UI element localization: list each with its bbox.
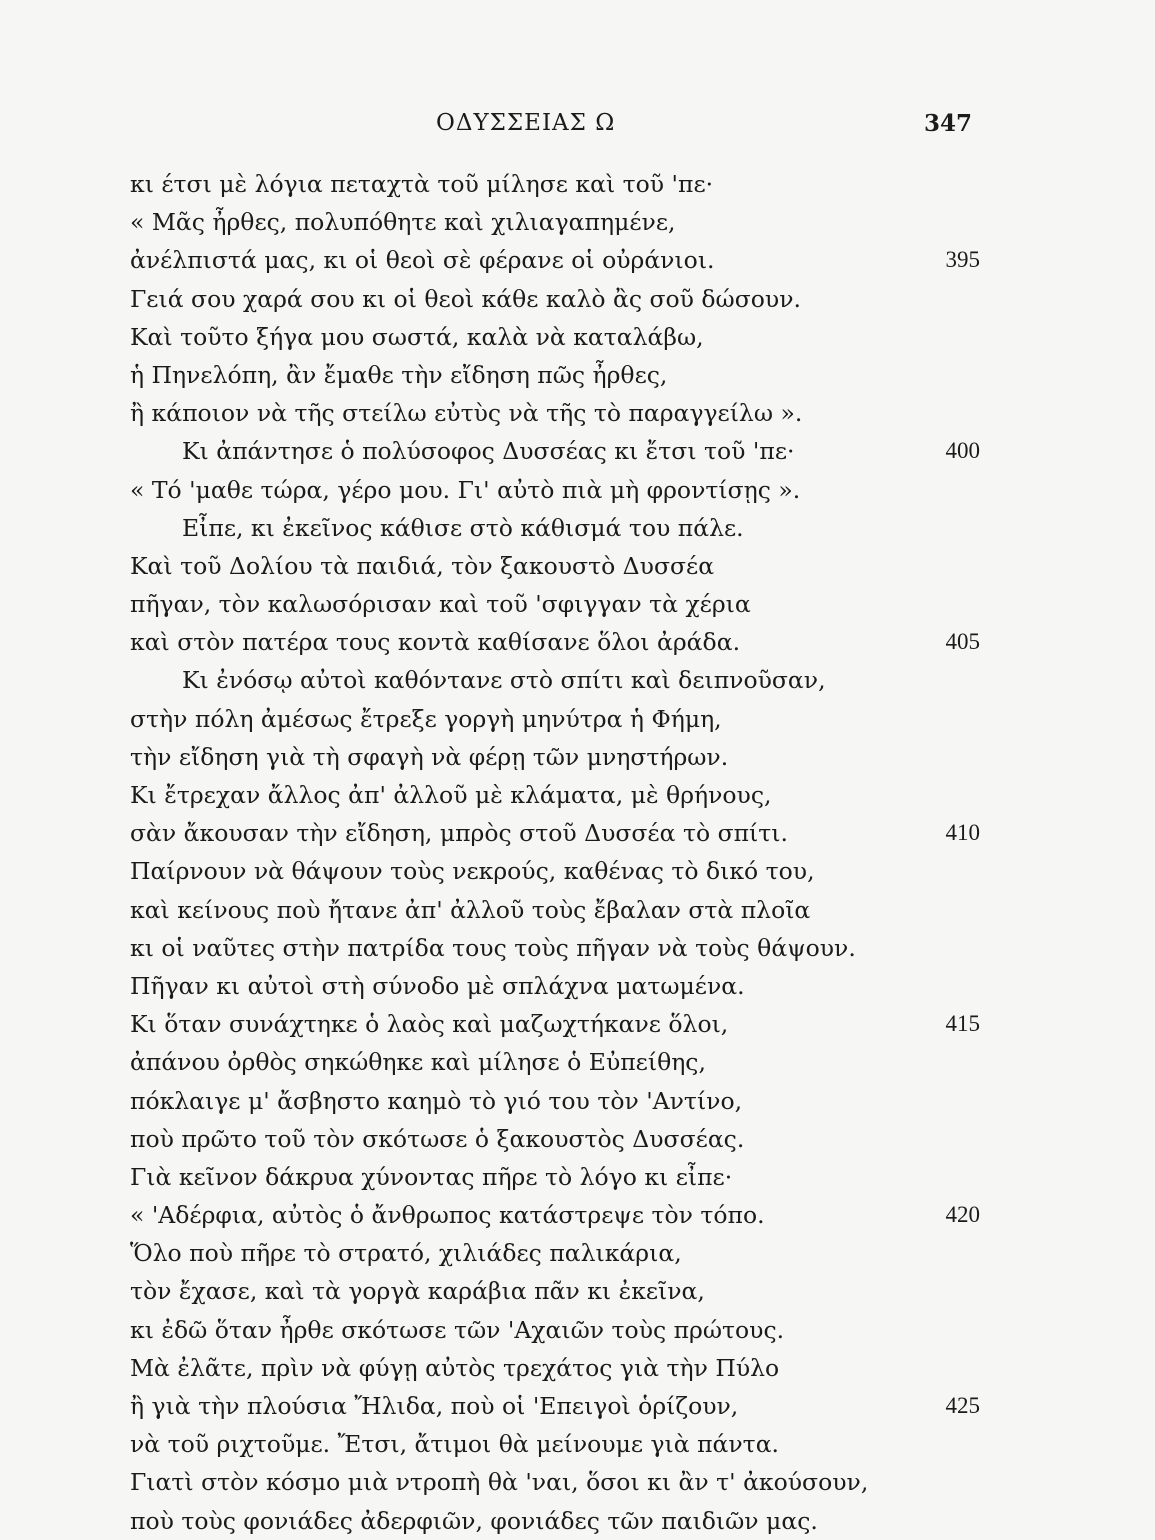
verse-text: Καὶ τοῦ Δολίου τὰ παιδιά, τὸν ξακουστὸ Δυσσέα: [130, 551, 715, 580]
verse-line: [130, 929, 970, 967]
verse-line: [130, 1043, 970, 1081]
verse-line: [130, 165, 970, 203]
verse-line: [130, 585, 970, 623]
verse-text: κι οἱ ναῦτες στὴν πατρίδα τους τοὺς πῆγαν νὰ τοὺς θάψουν.: [130, 933, 856, 962]
verse-line: [130, 891, 970, 929]
verse-line: [130, 1272, 970, 1310]
verse-line: [130, 1196, 980, 1234]
verse-text: τὸν ἔχασε, καὶ τὰ γοργὰ καράβια πᾶν κι ἐκεῖνα,: [130, 1277, 705, 1306]
verse-line: [130, 241, 980, 279]
verse-line: [130, 1120, 970, 1158]
verse-text: ἀνέλπιστά μας, κι οἱ θεοὶ σὲ φέρανε οἱ οὐράνιοι.: [130, 246, 715, 275]
verse-line: [130, 318, 970, 356]
verse-number: 400: [945, 438, 980, 464]
verse-line: [130, 1082, 970, 1120]
verse-line: [130, 1158, 970, 1196]
page-number: 347: [924, 110, 973, 137]
verse-text: κι ἐδῶ ὅταν ἦρθε σκότωσε τῶν 'Αχαιῶν τοὺς πρώτους.: [130, 1315, 785, 1344]
verse-line: [130, 547, 970, 585]
verse-line: [130, 1234, 970, 1272]
verse-line: [130, 623, 980, 661]
verse-text: Κι ἔτρεχαν ἄλλος ἀπ' ἀλλοῦ μὲ κλάματα, μὲ θρήνους,: [130, 781, 772, 809]
verse-number: 420: [945, 1202, 980, 1228]
verse-line: [130, 814, 980, 852]
verse-text: ἢ κάποιον νὰ τῆς στείλω εὐτὺς νὰ τῆς τὸ παραγγείλω ».: [130, 399, 803, 428]
verse-line: [130, 203, 970, 241]
verse-text: Κι ἀπάντησε ὁ πολύσοφος Δυσσέας κι ἔτσι τοῦ 'πε·: [182, 437, 795, 466]
running-title: ΟΔΥΣΣΕΙΑΣ Ω: [436, 110, 616, 136]
verse-line: [130, 852, 970, 890]
verse-text: Γιὰ κεῖνον δάκρυα χύνοντας πῆρε τὸ λόγο κι εἶπε·: [130, 1162, 733, 1191]
verse-text: ποὺ πρῶτο τοῦ τὸν σκότωσε ὁ ξακουστὸς Δυσσέας.: [130, 1124, 745, 1153]
verse-line: [130, 661, 970, 699]
verse-text: πόκλαιγε μ' ἄσβηστο καημὸ τὸ γιό του τὸν 'Αντίνο,: [130, 1086, 743, 1115]
verse-text: Κι ὅταν συνάχτηκε ὁ λαὸς καὶ μαζωχτήκανε ὅλοι,: [130, 1010, 729, 1039]
verse-line: [130, 967, 970, 1005]
verse-text: καὶ κείνους ποὺ ἤτανε ἀπ' ἀλλοῦ τοὺς ἔβαλαν στὰ πλοῖα: [130, 895, 811, 924]
verse-text: « Μᾶς ἦρθες, πολυπόθητε καὶ χιλιαγαπημένε,: [130, 208, 676, 237]
verse-text: καὶ στὸν πατέρα τους κοντὰ καθίσανε ὅλοι ἀράδα.: [130, 628, 741, 657]
verse-text: « Τό 'μαθε τώρα, γέρο μου. Γι' αὐτὸ πιὰ μὴ φροντίσῃς ».: [130, 475, 801, 504]
verse-text: Κι ἐνόσῳ αὐτοὶ καθόντανε στὸ σπίτι καὶ δειπνοῦσαν,: [182, 666, 826, 695]
verse-line: [130, 280, 970, 318]
verse-list: [130, 165, 980, 1540]
verse-line: [130, 1349, 970, 1387]
verse-line: [130, 738, 970, 776]
verse-text: Εἶπε, κι ἐκεῖνος κάθισε στὸ κάθισμά του πάλε.: [182, 513, 744, 542]
verse-text: στὴν πόλη ἀμέσως ἔτρεξε γοργὴ μηνύτρα ἡ Φήμη,: [130, 704, 722, 733]
verse-line: [130, 1005, 980, 1043]
verse-text: ἢ γιὰ τὴν πλούσια Ἤλιδα, ποὺ οἱ 'Επειγοὶ ὁρίζουν,: [130, 1392, 739, 1420]
verse-text: Παίρνουν νὰ θάψουν τοὺς νεκρούς, καθένας τὸ δικό του,: [130, 857, 815, 886]
verse-number: 405: [945, 629, 980, 655]
verse-text: νὰ τοῦ ριχτοῦμε. Ἔτσι, ἄτιμοι θὰ μείνουμε γιὰ πάντα.: [130, 1430, 780, 1459]
verse-line: [130, 356, 970, 394]
verse-text: Γιατὶ στὸν κόσμο μιὰ ντροπὴ θὰ 'ναι, ὅσοι κι ἂν τ' ἀκούσουν,: [130, 1468, 869, 1497]
verse-line: [130, 700, 970, 738]
verse-text: Ὅλο ποὺ πῆρε τὸ στρατό, χιλιάδες παλικάρια,: [130, 1239, 682, 1268]
verse-number: 425: [945, 1393, 980, 1418]
verse-number: 410: [945, 820, 980, 846]
verse-text: κι έτσι μὲ λόγια πεταχτὰ τοῦ μίλησε καὶ τοῦ 'πε·: [130, 170, 714, 198]
verse-number: 415: [945, 1011, 980, 1037]
verse-line: [130, 394, 970, 432]
verse-text: « 'Αδέρφια, αὐτὸς ὁ ἄνθρωπος κατάστρεψε τὸν τόπο.: [130, 1201, 765, 1230]
verse-text: Γειά σου χαρά σου κι οἱ θεοὶ κάθε καλὸ ἂς σοῦ δώσουν.: [130, 284, 801, 313]
verse-text: τὴν εἴδηση γιὰ τὴ σφαγὴ νὰ φέρῃ τῶν μνηστήρων.: [130, 742, 729, 771]
verse-text: ἀπάνου ὀρθὸς σηκώθηκε καὶ μίλησε ὁ Εὐπείθης,: [130, 1048, 706, 1077]
verse-line: [130, 1502, 970, 1540]
verse-text: Πῆγαν κι αὐτοὶ στὴ σύνοδο μὲ σπλάχνα ματωμένα.: [130, 971, 745, 1000]
verse-line: [130, 432, 980, 470]
verse-text: ποὺ τοὺς φονιάδες ἀδερφιῶν, φονιάδες τῶν παιδιῶν μας.: [130, 1506, 818, 1535]
verse-text: Μὰ ἐλᾶτε, πρὶν νὰ φύγῃ αὐτὸς τρεχάτος γιὰ τὴν Πύλο: [130, 1353, 780, 1382]
verse-number: 395: [945, 247, 980, 273]
verse-text: ἡ Πηνελόπη, ἂν ἔμαθε τὴν εἴδηση πῶς ἦρθες,: [130, 360, 668, 389]
verse-text: πῆγαν, τὸν καλωσόρισαν καὶ τοῦ 'σφιγγαν τὰ χέρια: [130, 590, 751, 619]
verse-line: [130, 1463, 970, 1501]
verse-line: [130, 1425, 970, 1463]
verse-line: [130, 1387, 980, 1425]
verse-line: [130, 776, 970, 814]
verse-line: [130, 1311, 970, 1349]
verse-text: σὰν ἄκουσαν τὴν εἴδηση, μπρὸς στοῦ Δυσσέα τὸ σπίτι.: [130, 819, 788, 848]
verse-text: Καὶ τοῦτο ξήγα μου σωστά, καλὰ νὰ καταλάβω,: [130, 322, 704, 351]
verse-line: [130, 509, 970, 547]
verse-line: [130, 471, 970, 509]
